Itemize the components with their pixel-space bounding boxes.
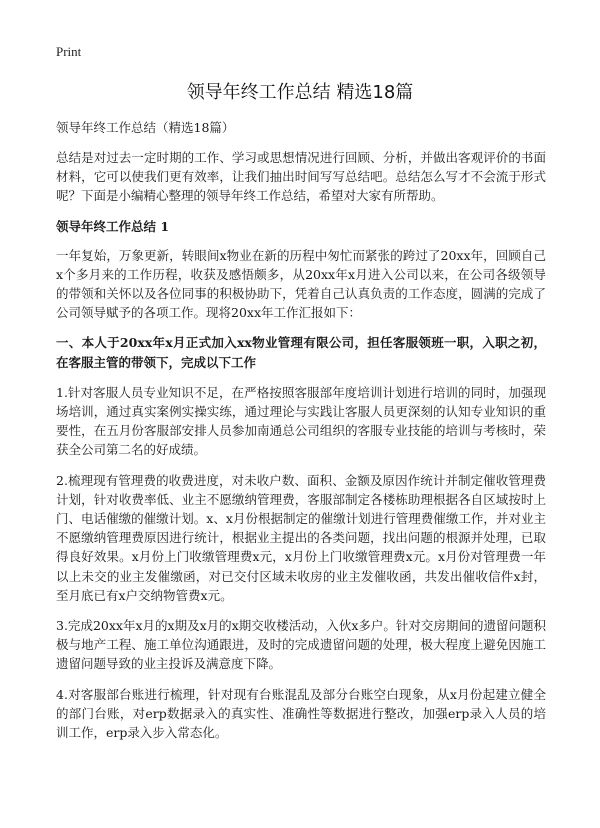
bold-subheading: 一、本人于20xx年x月正式加入xx物业管理有限公司，担任客服领班一职，入职之初，在客服主管的带领下，完成以下工作 [56,335,546,370]
page-title: 领导年终工作总结 精选18篇 [186,82,414,103]
list-item-4: 4.对客服部台账进行梳理，针对现有台账混乱及部分台账空白现象，从x月份起建立健全的部门台账，对erp数据录入的真实性、准确性等数据进行整改，加强erp录入人员的培训工作，erp录入步入常态化。 [56,686,546,741]
print-link[interactable]: Print [56,44,82,59]
section-intro-paragraph: 一年复始，万象更新，转眼间x物业在新的历程中匆忙而紧张的跨过了20xx年，回顾自己x个多月来的工作历程，收获及感悟颇多，从20xx年x月进入公司以来，在公司各级领导的带领和关怀以及各位同事的积极协助下，凭着自己认真负责的工作态度，圆满的完成了公司领导赋予的各项工作。现将20xx年工作汇报如下： [56,247,546,321]
section-heading: 领导年终工作总结 1 [56,218,170,234]
list-item-1: 1.针对客服人员专业知识不足，在严格按照客服部年度培训计划进行培训的同时，加强现场培训，通过真实案例实操实练，通过理论与实践让客服人员更深刻的认知专业知识的重要性，在五月份客服部安排人员参加南通总公司组织的客服专业技能的培训与考核时，荣获全公司第二名的好成绩。 [56,384,546,458]
document-body [56,118,546,753]
list-item-2: 2.梳理现有管理费的收费进度，对未收户数、面积、金额及原因作统计并制定催收管理费计划，针对收费率低、业主不愿缴纳管理费，客服部制定各楼栋助理根据各自区域按时上门、电话催缴的催缴计划。x、x月份根据制定的催缴计划进行管理费催缴工作，并对业主不愿缴纳管理费原因进行统计，根据业主提出的各类问题，找出问题的根源并处理，已取得良好效果。x月份上门收缴管理费x元，x月份上门收缴管理费x元。x月份对管理费一年以上未交的业主发催缴函，对已交付区域未收房的业主发催收函，共发出催收信件x封，至月底已有x户交纳物管费x元。 [56,472,546,603]
intro-paragraph: 总结是对过去一定时期的工作、学习或思想情况进行回顾、分析，并做出客观评价的书面材料，它可以使我们更有效率，让我们抽出时间写写总结吧。总结怎么写才不会流于形式呢？下面是小编精心整理的领导年终工作总结，希望对大家有所帮助。 [56,150,546,204]
document-subtitle: 领导年终工作总结（精选18篇） [56,120,235,135]
list-item-3: 3.完成20xx年x月的x期及x月的x期交收楼活动，入伙x多户。针对交房期间的遗留问题积极与地产工程、施工单位沟通跟进，及时的完成遗留问题的处理，极大程度上避免因施工遗留问题导致的业主投诉及满意度下降。 [56,618,546,672]
